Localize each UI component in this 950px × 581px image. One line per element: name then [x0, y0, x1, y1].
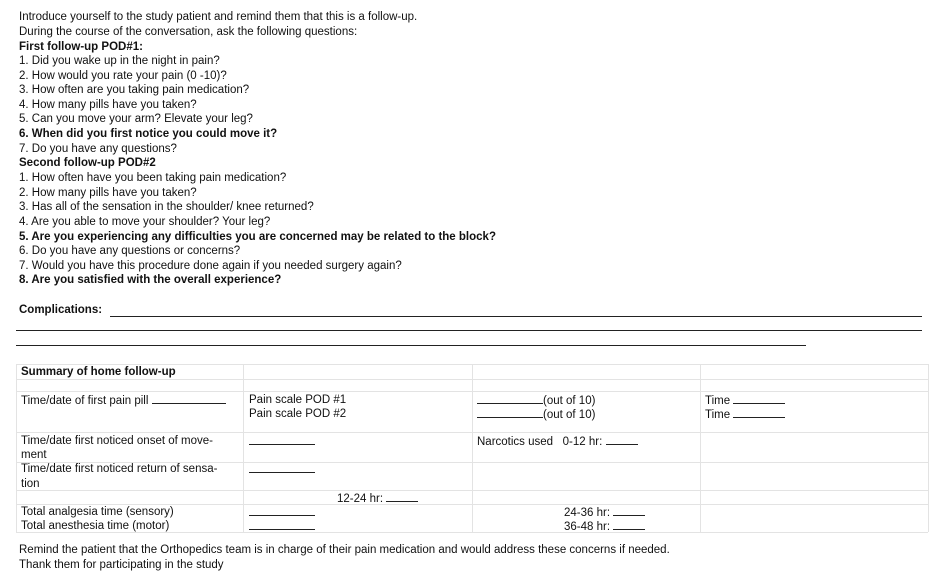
- onset-movement-label-1: Time/date first noticed onset of move-: [21, 435, 213, 447]
- first-q2: 2. How would you rate your pain (0 -10)?: [19, 70, 227, 82]
- first-pain-pill-label: Time/date of first pain pill: [21, 393, 226, 408]
- return-sensation-label-2: tion: [21, 478, 40, 490]
- onset-movement-blank[interactable]: [249, 434, 315, 445]
- anesthesia-label: Total anesthesia time (motor): [21, 520, 170, 532]
- narcotics-0-12-blank[interactable]: [606, 434, 638, 445]
- pain-pod1-blank[interactable]: [477, 393, 543, 404]
- pain-pod2-blank[interactable]: [477, 407, 543, 418]
- time-a-blank[interactable]: [733, 393, 785, 404]
- anesthesia-field: [249, 519, 315, 534]
- analgesia-blank[interactable]: [249, 505, 315, 516]
- pain-pod2-score: (out of 10): [477, 407, 595, 422]
- second-q8: 8. Are you satisfied with the overall experience?: [19, 274, 282, 286]
- complications-line-1[interactable]: [110, 316, 922, 317]
- second-q2: 2. How many pills have you taken?: [19, 187, 197, 199]
- first-q1: 1. Did you wake up in the night in pain?: [19, 55, 220, 67]
- complications-line-3[interactable]: [16, 345, 806, 346]
- complications-line-2[interactable]: [16, 330, 922, 331]
- narcotics-0-12: Narcotics used 0-12 hr:: [477, 434, 638, 449]
- first-q4: 4. How many pills have you taken?: [19, 99, 197, 111]
- narcotics-24-36: 24-36 hr:: [564, 505, 645, 520]
- time-a: Time: [705, 393, 785, 408]
- second-q4: 4. Are you able to move your shoulder? Your leg?: [19, 216, 271, 228]
- second-q7: 7. Would you have this procedure done again if you needed surgery again?: [19, 260, 402, 272]
- return-sensation-field: [249, 462, 315, 477]
- pain-pod1-label: Pain scale POD #1: [249, 394, 347, 406]
- complications-label: Complications:: [19, 304, 103, 316]
- second-q5: 5. Are you experiencing any difficulties you are concerned may be related to the block?: [19, 231, 496, 243]
- second-q3: 3. Has all of the sensation in the shoulder/ knee returned?: [19, 201, 314, 213]
- return-sensation-label-1: Time/date first noticed return of sensa-: [21, 463, 218, 475]
- first-q5: 5. Can you move your arm? Elevate your leg?: [19, 113, 253, 125]
- first-pain-pill-blank[interactable]: [152, 393, 226, 404]
- second-q6: 6. Do you have any questions or concerns?: [19, 245, 241, 257]
- pain-pod1-score: (out of 10): [477, 393, 595, 408]
- first-followup-heading: First follow-up POD#1:: [19, 41, 143, 53]
- summary-title: Summary of home follow-up: [21, 366, 176, 378]
- anesthesia-blank[interactable]: [249, 519, 315, 530]
- time-b: Time: [705, 407, 785, 422]
- pain-pod2-label: Pain scale POD #2: [249, 408, 347, 420]
- narcotics-12-24-blank[interactable]: [386, 491, 418, 502]
- narcotics-24-36-blank[interactable]: [613, 505, 645, 516]
- first-q6: 6. When did you first notice you could move it?: [19, 128, 278, 140]
- time-b-blank[interactable]: [733, 407, 785, 418]
- onset-movement-label-2: ment: [21, 449, 47, 461]
- closing-line-2: Thank them for participating in the study: [19, 559, 224, 571]
- first-q7: 7. Do you have any questions?: [19, 143, 177, 155]
- analgesia-field: [249, 505, 315, 520]
- analgesia-label: Total analgesia time (sensory): [21, 506, 174, 518]
- closing-line-1: Remind the patient that the Orthopedics team is in charge of their pain medication and would address these concerns if needed.: [19, 544, 670, 556]
- second-followup-heading: Second follow-up POD#2: [19, 157, 156, 169]
- narcotics-36-48-blank[interactable]: [613, 519, 645, 530]
- narcotics-36-48: 36-48 hr:: [564, 519, 645, 534]
- narcotics-12-24: 12-24 hr:: [337, 491, 418, 506]
- return-sensation-blank[interactable]: [249, 462, 315, 473]
- first-q3: 3. How often are you taking pain medication?: [19, 84, 250, 96]
- intro-line-2: During the course of the conversation, ask the following questions:: [19, 26, 358, 38]
- intro-line-1: Introduce yourself to the study patient and remind them that this is a follow-up.: [19, 11, 418, 23]
- second-q1: 1. How often have you been taking pain medication?: [19, 172, 287, 184]
- onset-movement-field: [249, 434, 315, 449]
